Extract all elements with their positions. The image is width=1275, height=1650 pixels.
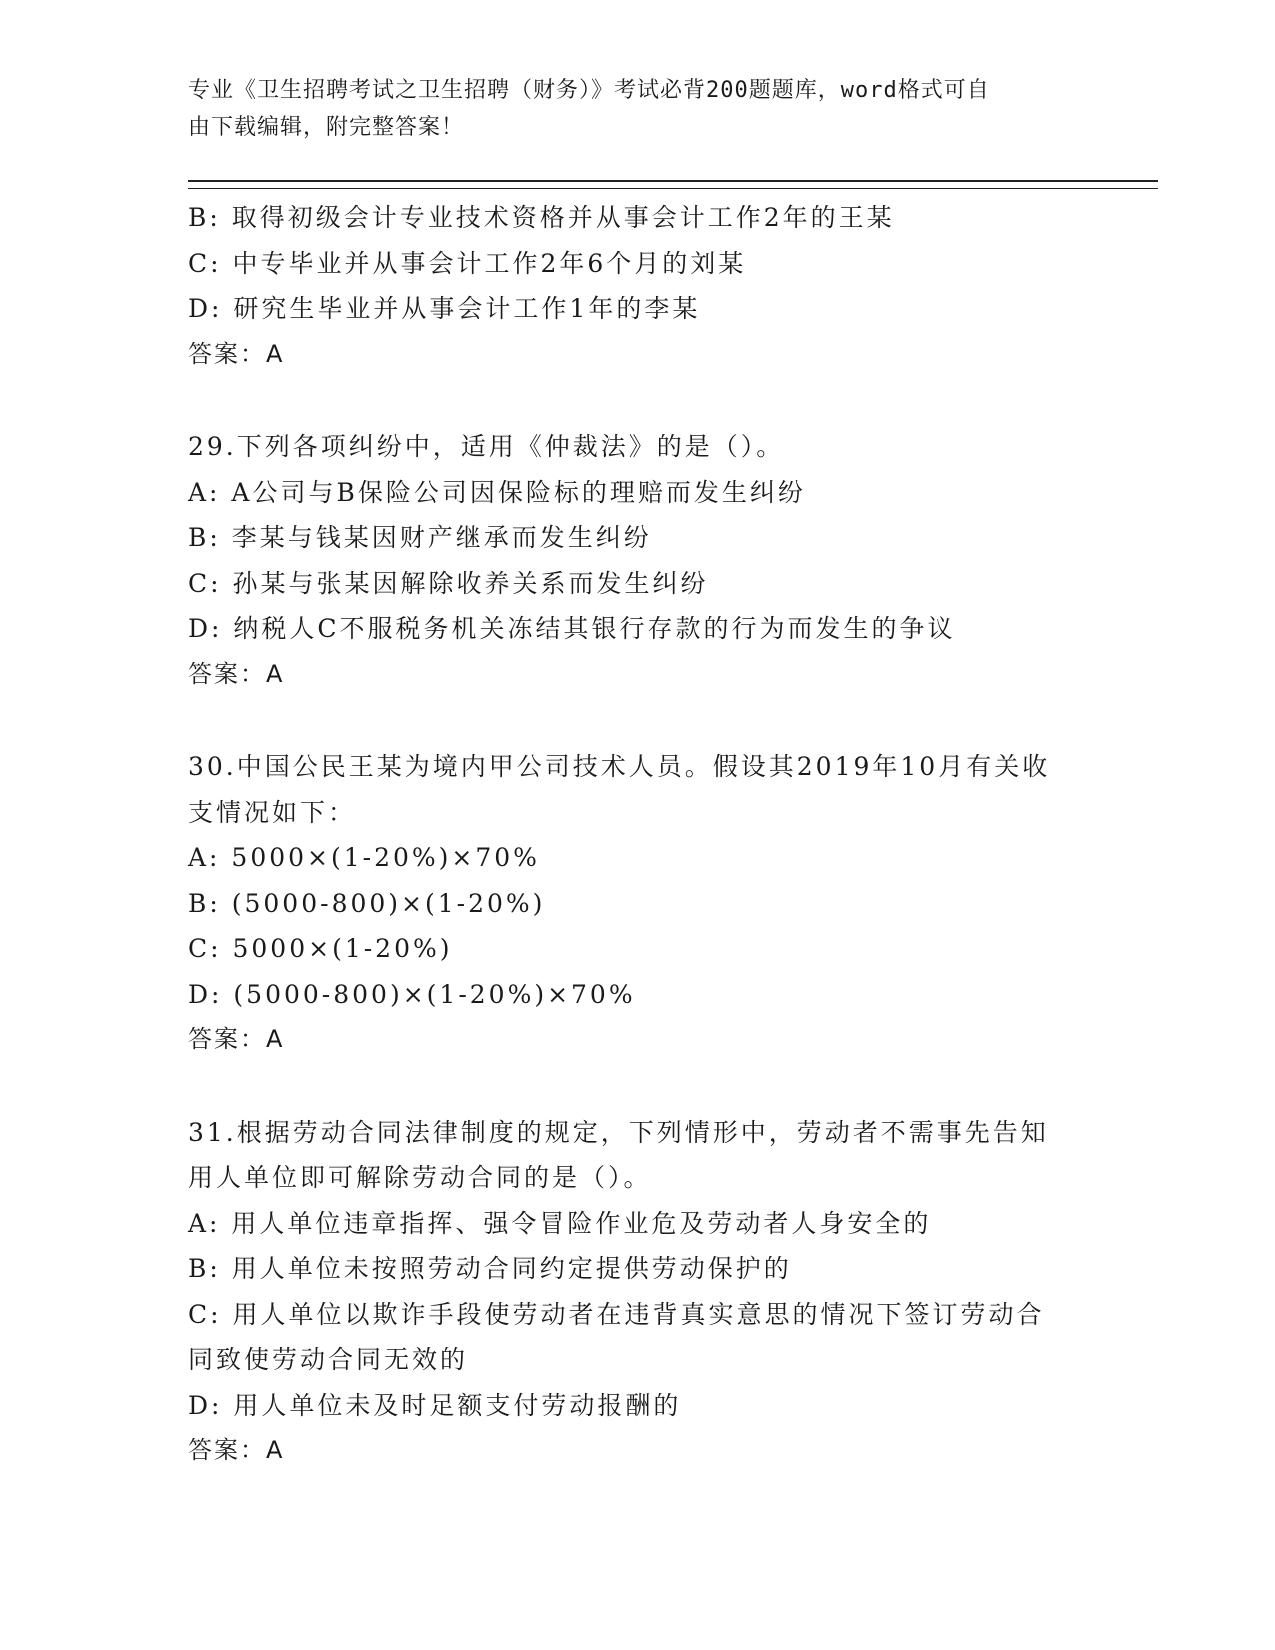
question-block-29 xyxy=(188,424,1158,697)
header-divider xyxy=(188,180,1158,189)
option-b: B: 用人单位未按照劳动合同约定提供劳动保护的 xyxy=(188,1254,792,1283)
option-c: C: 5000×(1-20%) xyxy=(188,934,453,963)
option-a: A: A公司与B保险公司因保险标的理赔而发生纠纷 xyxy=(188,477,806,507)
question-stem-line-2: 用人单位即可解除劳动合同的是（）。 xyxy=(188,1163,652,1192)
question-block-prev xyxy=(188,195,1158,377)
option-d: D: 纳税人C不服税务机关冻结其银行存款的行为而发生的争议 xyxy=(188,614,956,643)
document-page xyxy=(188,72,1158,1474)
answer-label: 答案：A xyxy=(188,1436,285,1464)
option-d: D: 研究生毕业并从事会计工作1年的李某 xyxy=(188,294,701,323)
option-b: B: 取得初级会计专业技术资格并从事会计工作2年的王某 xyxy=(188,203,895,232)
question-stem-line-1: 31.根据劳动合同法律制度的规定，下列情形中，劳动者不需事先告知 xyxy=(188,1117,1049,1147)
question-stem-line-1: 30.中国公民王某为境内甲公司技术人员。假设其2019年10月有关收 xyxy=(188,752,1051,781)
option-a: A: 5000×(1-20%)×70% xyxy=(188,843,540,872)
answer-label: 答案：A xyxy=(188,339,285,368)
question-block-30 xyxy=(188,744,1158,1063)
option-b: B: (5000-800)×(1-20%) xyxy=(188,888,546,918)
question-list xyxy=(188,195,1158,1474)
answer-label: 答案：A xyxy=(188,659,285,688)
option-b: B: 李某与钱某因财产继承而发生纠纷 xyxy=(188,523,652,552)
header-line-1: 专业《卫生招聘考试之卫生招聘（财务）》考试必背200题题库，word格式可自 xyxy=(188,78,990,103)
option-c: C: 孙某与张某因解除收养关系而发生纠纷 xyxy=(188,568,709,598)
option-c-line-1: C: 用人单位以欺诈手段使劳动者在违背真实意思的情况下签订劳动合 xyxy=(188,1299,1045,1329)
spacer xyxy=(188,377,1158,424)
option-a: A: 用人单位违章指挥、强令冒险作业危及劳动者人身安全的 xyxy=(188,1208,932,1238)
question-stem-line-2: 支情况如下： xyxy=(188,797,357,827)
question-stem: 29.下列各项纠纷中，适用《仲裁法》的是（）。 xyxy=(188,432,785,461)
document-header xyxy=(188,72,1068,146)
option-d: D: (5000-800)×(1-20%)×70% xyxy=(188,979,636,1009)
option-c: C: 中专毕业并从事会计工作2年6个月的刘某 xyxy=(188,248,747,278)
option-d: D: 用人单位未及时足额支付劳动报酬的 xyxy=(188,1390,682,1420)
spacer xyxy=(188,697,1158,744)
question-block-31 xyxy=(188,1110,1158,1474)
header-line-2: 由下载编辑，附完整答案！ xyxy=(188,115,465,140)
answer-label: 答案：A xyxy=(188,1025,285,1053)
spacer xyxy=(188,1063,1158,1110)
option-c-line-2: 同致使劳动合同无效的 xyxy=(188,1345,469,1374)
